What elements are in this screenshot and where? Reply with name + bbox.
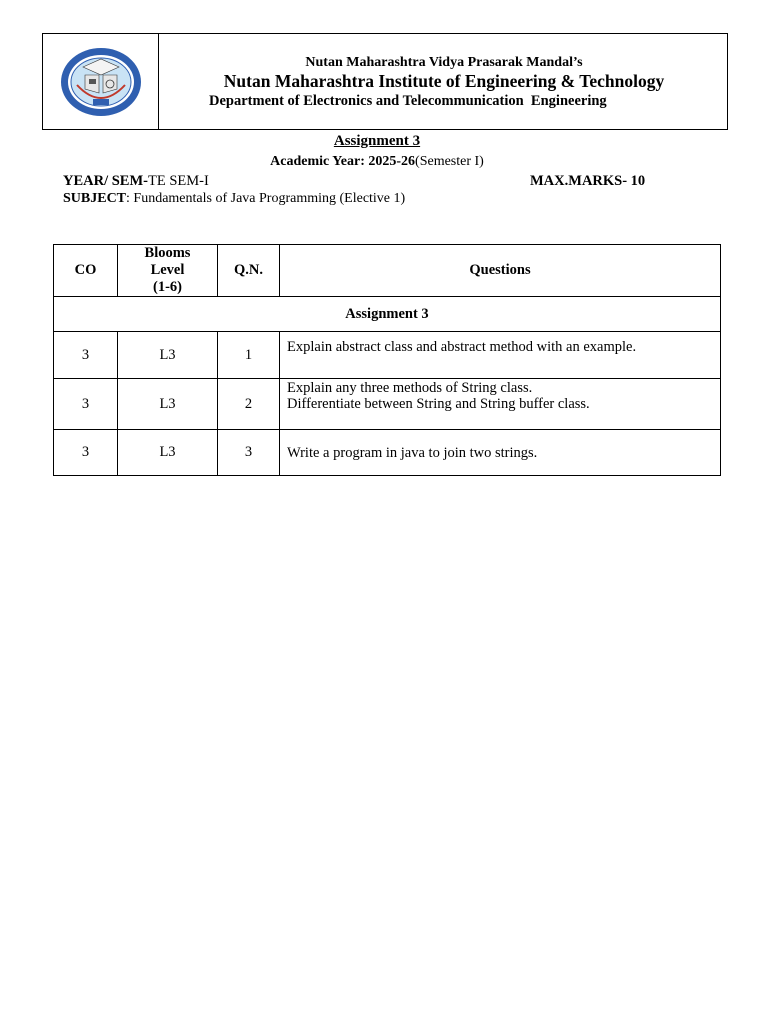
table-row (54, 332, 721, 379)
qn-cell: 1 (218, 332, 280, 379)
institute-name: Nutan Maharashtra Institute of Engineering & Technology (223, 71, 665, 91)
assignment-title: Assignment 3 (333, 133, 421, 149)
co-cell: 3 (54, 430, 118, 476)
question-line: Differentiate between String and String buffer class. (287, 396, 590, 412)
header-questions: Questions (280, 245, 721, 297)
co-cell: 3 (54, 379, 118, 430)
year-sem (63, 173, 209, 190)
question-line: Write a program in java to join two strings. (287, 444, 538, 461)
header-blooms: Blooms (144, 245, 191, 261)
subject-label: SUBJECT (63, 191, 127, 206)
title-cell (159, 34, 727, 129)
question-line: Explain abstract class and abstract method with an example. (287, 339, 637, 355)
institute-logo (59, 45, 143, 119)
header-co: CO (54, 245, 118, 297)
questions-table (53, 244, 721, 476)
subject (63, 191, 405, 207)
logo-cell (43, 34, 159, 129)
organization-name: Nutan Maharashtra Vidya Prasarak Mandal’s (305, 55, 583, 70)
level-cell: L3 (118, 430, 218, 476)
max-marks: MAX.MARKS- 10 (530, 173, 646, 189)
table-row (54, 379, 721, 430)
question-line: Explain any three methods of String class. (287, 380, 533, 396)
question-cell (280, 379, 721, 430)
header-blooms-level (118, 245, 218, 297)
year-value: TE SEM-I (148, 173, 209, 189)
question-cell (280, 430, 721, 476)
header-level: Level (150, 262, 185, 278)
semester: (Semester I) (415, 154, 484, 169)
section-row (54, 297, 721, 332)
year-label: YEAR/ SEM- (63, 173, 148, 189)
subject-value: : Fundamentals of Java Programming (Elective 1) (126, 191, 406, 206)
co-cell: 3 (54, 332, 118, 379)
qn-cell: 3 (218, 430, 280, 476)
header-qn: Q.N. (218, 245, 280, 297)
table-header-row (54, 245, 721, 297)
section-label: Assignment 3 (54, 297, 721, 332)
level-cell: L3 (118, 332, 218, 379)
academic-year (0, 154, 754, 170)
qn-cell: 2 (218, 379, 280, 430)
academic-year-label: Academic Year: 2025-26 (270, 154, 416, 169)
department-name: Department of Electronics and Telecommunication Engineering (209, 93, 607, 109)
level-cell: L3 (118, 379, 218, 430)
letterhead (42, 33, 728, 130)
question-cell (280, 332, 721, 379)
header-range: (1-6) (153, 279, 182, 295)
table-row (54, 430, 721, 476)
